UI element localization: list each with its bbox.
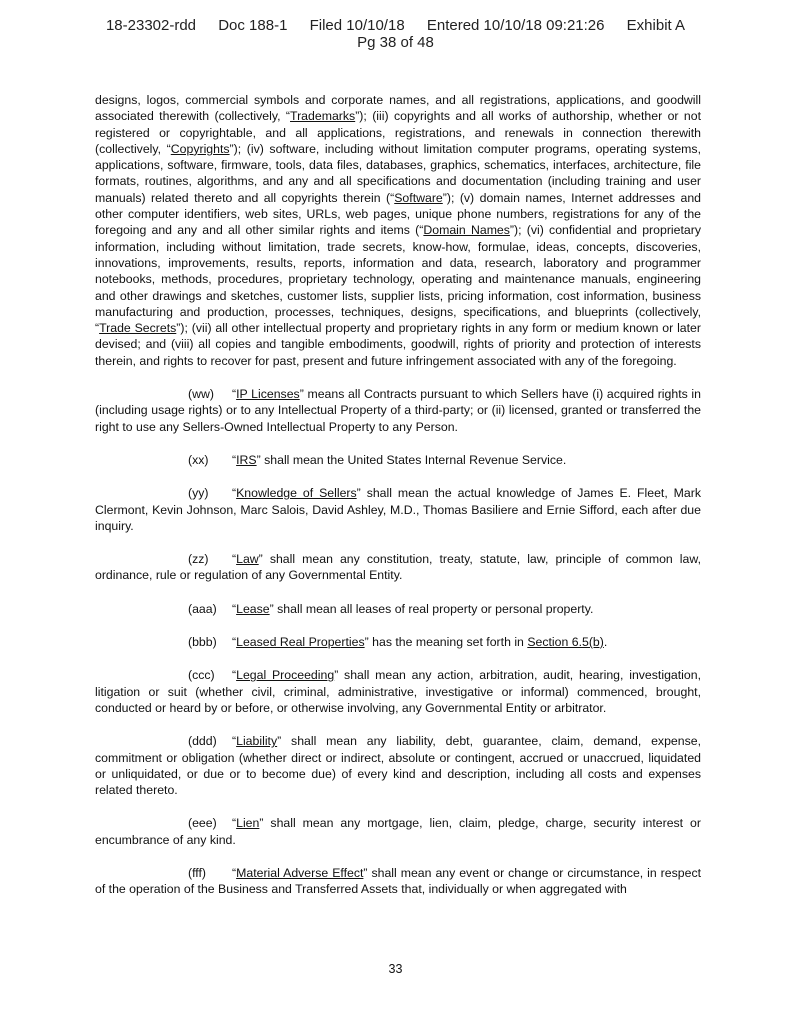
definition-ddd: (ddd) “Liability” shall mean any liability, debt, guarantee, claim, demand, expense, commitment or obligation (whether direct or indirect, absolute or contingent, accrued or unaccrued, liquidated or unliquidated, or due or to become due) of every kind and description, including all costs and expenses related thereto. xyxy=(95,734,701,798)
term-leased-real-properties: Leased Real Properties xyxy=(236,635,365,650)
term-software: Software xyxy=(394,190,443,205)
definition-ccc: (ccc) “Legal Proceeding” shall mean any action, arbitration, audit, hearing, investigation, litigation or suit (whether civil, criminal, administrative, investigative or informal) commenced, brought, conducted or heard by or before, or otherwise involving, any Governmental Entity or arbitrator. xyxy=(95,668,701,715)
definition-aaa: (aaa) “Lease” shall mean all leases of real property or personal property. xyxy=(188,601,594,616)
definition-zz: (zz) “Law” shall mean any constitution, treaty, statute, law, principle of common law, ordinance, rule or regulation of any Governmental Entity. xyxy=(95,552,701,583)
section-reference: Section 6.5(b) xyxy=(527,635,604,650)
filed-date: Filed 10/10/18 xyxy=(309,17,405,34)
term-lien: Lien xyxy=(236,816,260,831)
definition-fff: (fff) “Material Adverse Effect” shall mean any event or change or circumstance, in respect of the operation of the Business and Transferred Assets that, individually or when aggregated with xyxy=(95,865,702,897)
page-number: 33 xyxy=(388,962,403,976)
document-body xyxy=(95,92,701,915)
term-domain-names: Domain Names xyxy=(423,223,510,238)
definition-xx: (xx) “IRS” shall mean the United States Internal Revenue Service. xyxy=(188,452,567,467)
definition-eee: (eee) “Lien” shall mean any mortgage, lien, claim, pledge, charge, security interest or encumbrance of any kind. xyxy=(95,816,701,847)
term-ip-licenses: IP Licenses xyxy=(236,387,300,402)
term-law: Law xyxy=(236,552,259,567)
definition-bbb: (bbb) “Leased Real Properties” has the meaning set forth in Section 6.5(b). xyxy=(188,635,608,650)
definition-ww: (ww) “IP Licenses” means all Contracts pursuant to which Sellers have (i) acquired rights in (including usage rights) or to any Intellectual Property of a third-party; or (ii) licensed, granted or transferred the right to use any Sellers-Owned Intellectual Property to any Person. xyxy=(95,387,701,434)
term-lease: Lease xyxy=(236,601,270,616)
term-irs: IRS xyxy=(236,452,257,467)
definition-yy: (yy) “Knowledge of Sellers” shall mean the actual knowledge of James E. Fleet, Mark Clermont, Kevin Johnson, Marc Salois, David Ashley, M.D., Thomas Basiliere and Ernie Sifford, each after due inquiry. xyxy=(95,486,701,533)
court-filing-header xyxy=(0,17,791,51)
exhibit-label: Exhibit A xyxy=(626,17,686,34)
term-trade-secrets: Trade Secrets xyxy=(99,321,177,336)
term-liability: Liability xyxy=(236,734,278,749)
term-material-adverse-effect: Material Adverse Effect xyxy=(236,865,364,880)
term-legal-proceeding: Legal Proceeding xyxy=(236,668,335,683)
case-number: 18-23302-rdd xyxy=(105,17,197,34)
term-knowledge-of-sellers: Knowledge of Sellers xyxy=(236,486,357,501)
term-copyrights: Copyrights xyxy=(170,141,230,156)
term-trademarks: Trademarks xyxy=(290,109,356,124)
doc-number: Doc 188-1 xyxy=(218,17,288,34)
page-of-label: Pg 38 of 48 xyxy=(357,34,434,51)
intro-paragraph: designs, logos, commercial symbols and corporate names, and all registrations, applications, and goodwill associated therewith (collectively, “Trademarks”); (iii) copyrights and all works of authorship, whether or not registered or copyrightable, and all applications, registrations, and renewals in connection therewith (collectively, “Copyrights”); (iv) software, including without limitation computer programs, operating systems, applications, software, firmware, tools, data files, databases, graphics, schematics, interfaces, architecture, file formats, routines, algorithms, and any and all specifications and documentation (including training and user manuals) related thereto and all copyrights therein (“Software”); (v) domain names, Internet addresses and other computer identifiers, web sites, URLs, web pages, unique phone numbers, registrations for any of the foregoing and any and all other similar rights and items (“Domain Names”); (vi) confidential and proprietary information, including without limitation, trade secrets, know-how, formulae, ideas, concepts, discoveries, innovations, improvements, results, reports, information and data, research, laboratory and programmer notebooks, methods, procedures, proprietary technology, operating and maintenance manuals, engineering and other drawings and sketches, customer lists, supplier lists, pricing information, cost information, business manufacturing and production, processes, techniques, designs, specifications, and blueprints (collectively, “Trade Secrets”); (vii) all other intellectual property and proprietary rights in any form or medium known or later devised; and (viii) all copies and tangible embodiments, goodwill, rights of priority and protection of interests therein, and rights to recover for past, present and future infringement associated with any of the foregoing. xyxy=(95,93,701,368)
entered-date: Entered 10/10/18 09:21:26 xyxy=(426,17,605,34)
